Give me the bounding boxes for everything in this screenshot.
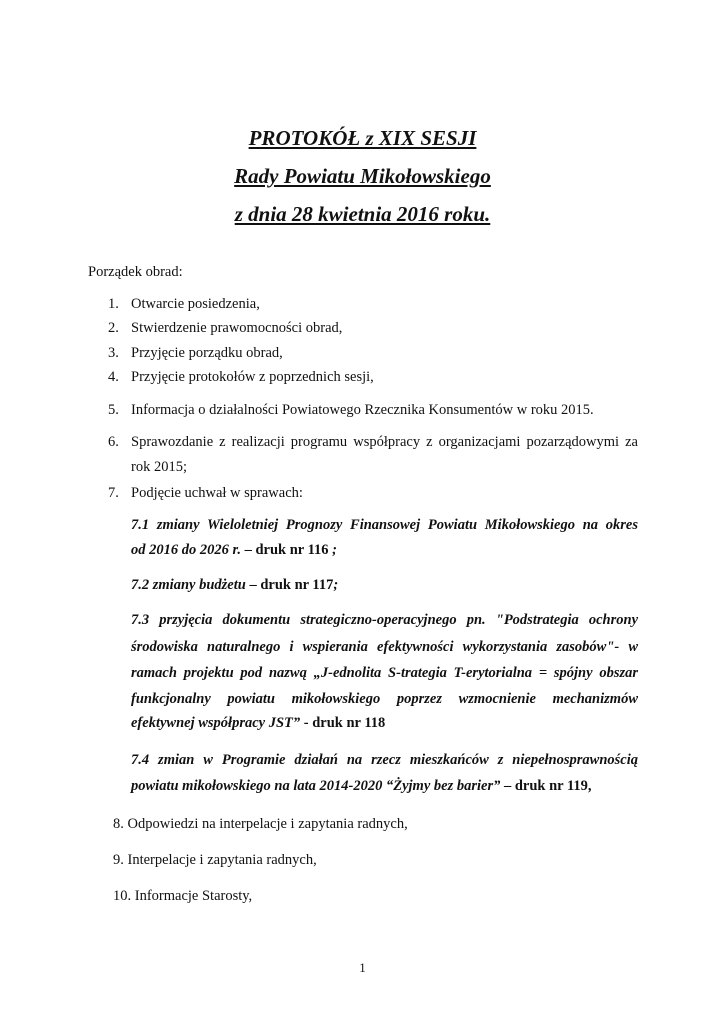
sub-item-7-3-line-3: ramach projektu pod nazwą „J-ednolita S-trategia T-erytorialna = spójny obszar <box>131 665 638 681</box>
sub-item-7-4-line-2 <box>131 779 592 794</box>
agenda-heading: Porządek obrad: <box>88 264 183 280</box>
sub-item-7-3-tail: efektywnej współpracy JST” <box>131 715 301 731</box>
agenda-item-text-line-2: rok 2015; <box>131 459 187 475</box>
sub-item-7-2 <box>131 578 338 593</box>
document-title-line-1: PROTOKÓŁ z XIX SESJI <box>248 126 477 150</box>
sub-item-7-4-print-number: – druk nr 119, <box>500 778 592 794</box>
agenda-item-8: 8. Odpowiedzi na interpelacje i zapytania radnych, <box>113 816 408 832</box>
agenda-item-number: 7. <box>108 485 119 501</box>
agenda-item-9: 9. Interpelacje i zapytania radnych, <box>113 852 317 868</box>
sub-item-7-3-line-2: środowiska naturalnego i wspierania efektywności wykorzystania zasobów"- w <box>131 639 638 655</box>
document-title-line-2: Rady Powiatu Mikołowskiego <box>234 164 491 188</box>
sub-item-7-3-print-number: - druk nr 118 <box>300 715 386 731</box>
agenda-item-text: Przyjęcie porządku obrad, <box>131 345 283 361</box>
sub-item-7-3-line-5 <box>131 716 385 731</box>
page-number: 1 <box>359 960 366 975</box>
agenda-item-text: Otwarcie posiedzenia, <box>131 296 260 312</box>
sub-item-7-2-text: 7.2 zmiany budżetu <box>131 577 246 593</box>
document-title-line-3: z dnia 28 kwietnia 2016 roku. <box>234 202 491 226</box>
agenda-item-text: Informacja o działalności Powiatowego Rzecznika Konsumentów w roku 2015. <box>131 402 594 418</box>
sub-item-7-2-print-number: – druk nr 117 <box>245 577 334 593</box>
agenda-item-10: 10. Informacje Starosty, <box>113 888 253 904</box>
sub-item-7-3-line-4: funkcjonalny powiatu mikołowskiego poprzez wzmocnienie mechanizmów <box>131 691 638 707</box>
sub-item-7-1-period: od 2016 do 2026 r. <box>131 542 241 558</box>
sub-item-7-3-line-1: 7.3 przyjęcia dokumentu strategiczno-operacyjnego pn. "Podstrategia ochrony <box>131 612 638 628</box>
agenda-item-text-line-1: Sprawozdanie z realizacji programu współpracy z organizacjami pozarządowymi za <box>131 434 638 450</box>
sub-item-7-1-print-number: – druk nr 116 <box>240 542 329 558</box>
sub-item-7-1-end: ; <box>328 542 338 558</box>
agenda-item-number: 3. <box>108 345 119 361</box>
agenda-item-text: Przyjęcie protokołów z poprzednich sesji, <box>131 369 374 385</box>
sub-item-7-1-line-1: 7.1 zmiany Wieloletniej Prognozy Finansowej Powiatu Mikołowskiego na okres <box>131 517 638 533</box>
agenda-item-number: 2. <box>108 320 119 336</box>
agenda-item-text: Stwierdzenie prawomocności obrad, <box>131 320 343 336</box>
sub-item-7-2-end: ; <box>333 577 339 593</box>
sub-item-7-1-line-2 <box>131 543 337 558</box>
agenda-item-number: 5. <box>108 402 119 418</box>
sub-item-7-4-line-1: 7.4 zmian w Programie działań na rzecz mieszkańców z niepełnosprawnością <box>131 752 638 768</box>
agenda-item-number: 6. <box>108 434 119 450</box>
sub-item-7-4-tail: powiatu mikołowskiego na lata 2014-2020 “Żyjmy bez barier” <box>131 778 501 794</box>
agenda-item-number: 1. <box>108 296 119 312</box>
agenda-item-number: 4. <box>108 369 119 385</box>
agenda-item-text: Podjęcie uchwał w sprawach: <box>131 485 303 501</box>
